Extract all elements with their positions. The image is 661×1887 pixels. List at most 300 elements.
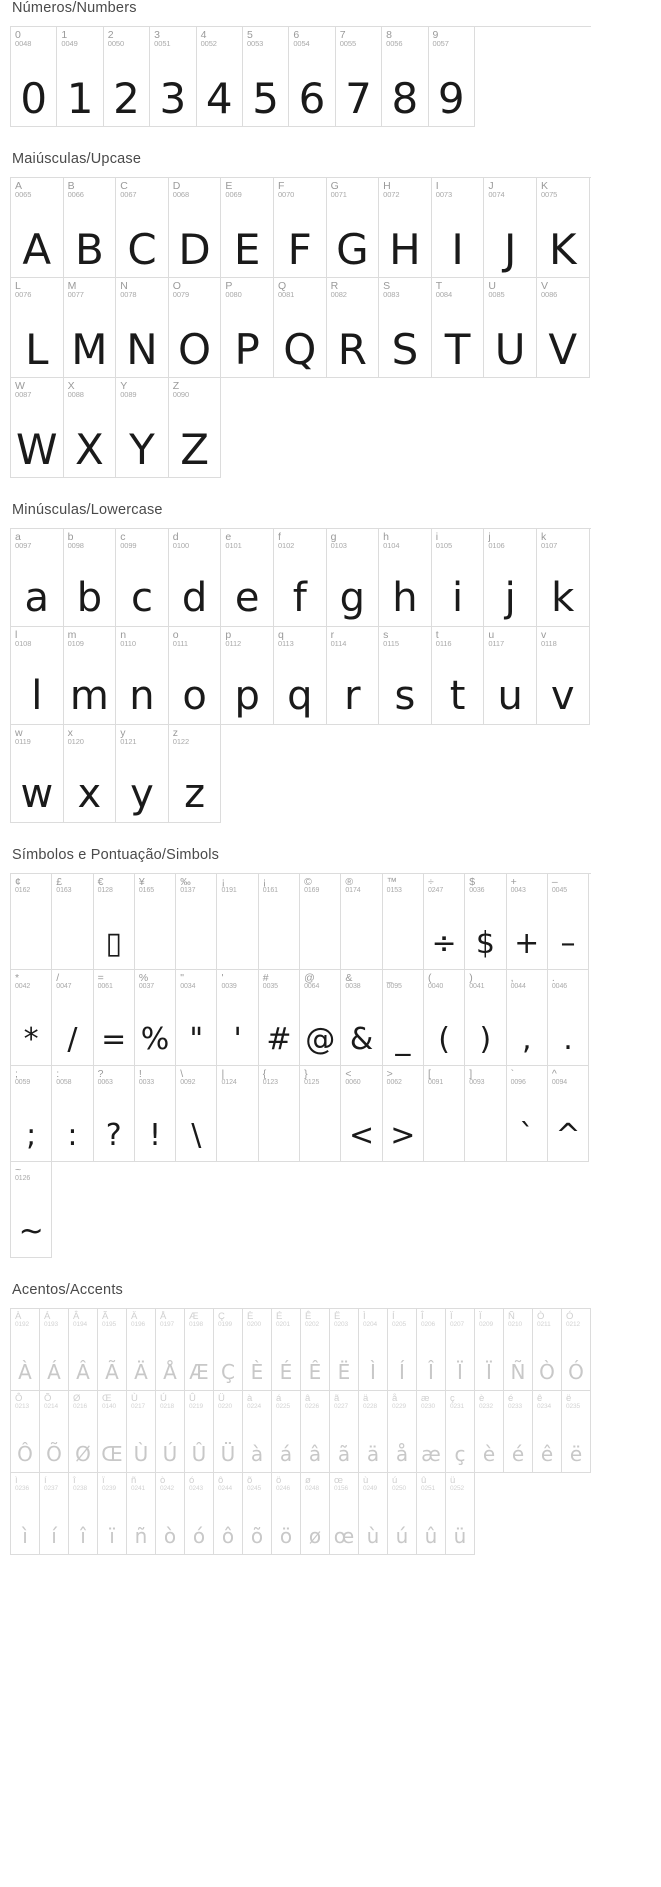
glyph-code-label: 0050 [107, 39, 125, 48]
glyph-sample: y [130, 771, 154, 817]
glyph-code-label: 0035 [262, 983, 278, 990]
glyph-char-label: X [67, 380, 75, 392]
glyph-char-label: Y [120, 380, 128, 392]
glyph-cell[interactable] [127, 1309, 156, 1391]
glyph-cell[interactable] [259, 1066, 300, 1162]
glyph-char-label: V [540, 280, 548, 292]
glyph-char-label: N [120, 280, 128, 292]
glyph-cell[interactable] [98, 1309, 127, 1391]
glyph-cell[interactable] [243, 1309, 272, 1391]
glyph-code-label: 0087 [15, 390, 32, 399]
glyph-code-label: 0045 [551, 887, 568, 894]
glyph-cell[interactable] [274, 178, 327, 278]
glyph-cell[interactable] [300, 970, 341, 1066]
glyph-cell[interactable] [432, 627, 485, 725]
glyph-code-label: 0220 [218, 1403, 233, 1410]
glyph-cell[interactable] [330, 1473, 359, 1555]
glyph-cell[interactable] [548, 1066, 589, 1162]
glyph-code-label: 0065 [15, 190, 32, 199]
glyph-sample: I [451, 225, 464, 274]
glyph-cell[interactable] [169, 178, 222, 278]
glyph-char-label: Ë [334, 1311, 341, 1322]
glyph-char-label: K [540, 180, 548, 192]
glyph-sample: z [184, 771, 206, 817]
glyph-cell[interactable] [221, 178, 274, 278]
glyph-char-label: ® [345, 876, 354, 888]
glyph-sample: P [234, 325, 260, 374]
glyph-cell[interactable] [432, 178, 485, 278]
glyph-sample: æ [421, 1442, 441, 1466]
glyph-code-label: 0081 [277, 290, 295, 299]
glyph-char-label: n [120, 629, 127, 641]
glyph-char-label: } [304, 1068, 308, 1080]
glyph-cell[interactable] [533, 1391, 562, 1473]
glyph-cell[interactable] [507, 970, 548, 1066]
glyph-code-label: 0198 [189, 1321, 204, 1328]
glyph-cell[interactable] [548, 970, 589, 1066]
glyph-cell[interactable] [379, 278, 432, 378]
glyph-cell[interactable] [507, 874, 548, 970]
glyph-grid [10, 528, 591, 823]
glyph-cell[interactable] [562, 1309, 591, 1391]
glyph-cell[interactable] [327, 178, 380, 278]
glyph-cell[interactable] [259, 970, 300, 1066]
glyph-cell[interactable] [221, 627, 274, 725]
glyph-char-label: " [180, 972, 184, 984]
glyph-char-label: € [97, 876, 104, 888]
glyph-cell[interactable] [388, 1391, 417, 1473]
glyph-code-label: 0249 [363, 1485, 378, 1492]
glyph-cell[interactable] [465, 970, 506, 1066]
glyph-cell[interactable] [116, 378, 169, 478]
glyph-sample: + [514, 926, 540, 961]
glyph-cell[interactable] [40, 1309, 69, 1391]
glyph-sample: Á [47, 1360, 61, 1384]
glyph-sample: Û [191, 1442, 207, 1466]
glyph-char-label: S [383, 280, 391, 292]
glyph-cell[interactable] [127, 1473, 156, 1555]
glyph-cell[interactable] [64, 529, 117, 627]
glyph-cell[interactable] [221, 278, 274, 378]
glyph-cell[interactable] [537, 529, 590, 627]
glyph-code-label: 0053 [246, 39, 264, 48]
glyph-char-label: / [56, 972, 60, 984]
glyph-sample: É [279, 1360, 293, 1384]
glyph-cell[interactable] [185, 1473, 214, 1555]
glyph-cell[interactable] [484, 529, 537, 627]
glyph-sample: Æ [189, 1360, 209, 1384]
glyph-cell[interactable] [446, 1473, 475, 1555]
glyph-char-label: b [67, 531, 74, 543]
glyph-cell[interactable] [274, 278, 327, 378]
glyph-cell[interactable] [214, 1309, 243, 1391]
glyph-cell[interactable] [135, 874, 176, 970]
glyph-code-label: 0232 [479, 1403, 494, 1410]
glyph-char-label: U [488, 280, 496, 292]
glyph-cell[interactable] [11, 1066, 52, 1162]
glyph-cell[interactable] [116, 725, 169, 823]
glyph-char-label: ' [221, 972, 224, 984]
glyph-cell[interactable] [116, 278, 169, 378]
glyph-cell[interactable] [424, 970, 465, 1066]
glyph-cell[interactable] [537, 627, 590, 725]
glyph-code-label: 0108 [15, 639, 32, 648]
glyph-cell[interactable] [336, 27, 382, 127]
glyph-sample: 0 [20, 74, 48, 123]
glyph-cell[interactable] [169, 529, 222, 627]
glyph-cell[interactable] [330, 1309, 359, 1391]
glyph-code-label: 0043 [510, 887, 526, 894]
glyph-cell[interactable] [94, 874, 135, 970]
glyph-cell[interactable] [417, 1309, 446, 1391]
glyph-cell[interactable] [465, 874, 506, 970]
glyph-cell[interactable] [537, 178, 590, 278]
glyph-cell[interactable] [446, 1391, 475, 1473]
glyph-code-label: 0064 [304, 983, 320, 990]
glyph-cell[interactable] [11, 178, 64, 278]
glyph-cell[interactable] [548, 874, 589, 970]
glyph-char-label: ì [15, 1475, 18, 1486]
glyph-cell[interactable] [383, 970, 424, 1066]
glyph-cell[interactable] [432, 529, 485, 627]
glyph-cell[interactable] [484, 278, 537, 378]
glyph-cell[interactable] [64, 378, 117, 478]
glyph-char-label: ~ [15, 1164, 22, 1176]
glyph-char-label: B [67, 180, 75, 192]
glyph-cell[interactable] [169, 627, 222, 725]
glyph-cell[interactable] [116, 529, 169, 627]
glyph-sample: è [482, 1442, 496, 1466]
glyph-code-label: 0122 [172, 737, 190, 746]
glyph-code-label: 0233 [508, 1403, 523, 1410]
glyph-char-label: E [225, 180, 233, 192]
glyph-sample: m [69, 673, 109, 719]
glyph-sample: 6 [298, 74, 326, 123]
glyph-code-label: 0236 [15, 1485, 30, 1492]
glyph-cell[interactable] [383, 874, 424, 970]
glyph-cell[interactable] [11, 627, 64, 725]
glyph-char-label: c [120, 531, 126, 543]
glyph-sample: Q [283, 325, 317, 374]
glyph-cell[interactable] [272, 1391, 301, 1473]
glyph-cell[interactable] [475, 1309, 504, 1391]
glyph-cell[interactable] [69, 1391, 98, 1473]
glyph-sample: b [76, 575, 103, 621]
section-title: Acentos/Accents [12, 1282, 123, 1298]
glyph-code-label: 0239 [102, 1485, 117, 1492]
glyph-cell[interactable] [300, 1066, 341, 1162]
glyph-cell[interactable] [379, 627, 432, 725]
glyph-cell[interactable] [11, 278, 64, 378]
glyph-cell[interactable] [11, 1473, 40, 1555]
glyph-cell[interactable] [327, 278, 380, 378]
glyph-code-label: 0201 [276, 1321, 291, 1328]
glyph-char-label: s [383, 629, 389, 641]
glyph-sample: p [234, 673, 260, 719]
glyph-cell[interactable] [98, 1473, 127, 1555]
glyph-cell[interactable] [11, 970, 52, 1066]
glyph-char-label: O [172, 280, 181, 292]
glyph-char-label: q [277, 629, 284, 641]
glyph-cell[interactable] [104, 27, 150, 127]
glyph-cell[interactable] [382, 27, 428, 127]
glyph-cell[interactable] [424, 1066, 465, 1162]
glyph-sample: c [130, 575, 153, 621]
glyph-cell[interactable] [504, 1309, 533, 1391]
glyph-cell[interactable] [243, 27, 289, 127]
glyph-char-label: ó [189, 1475, 195, 1486]
glyph-cell[interactable] [176, 970, 217, 1066]
glyph-cell[interactable] [57, 27, 103, 127]
glyph-char-label: | [221, 1068, 225, 1080]
glyph-char-label: Ò [537, 1311, 545, 1322]
glyph-cell[interactable] [64, 178, 117, 278]
glyph-sample: 8 [391, 74, 419, 123]
glyph-code-label: 0162 [15, 887, 31, 894]
glyph-cell[interactable] [11, 27, 57, 127]
glyph-char-label: I [435, 180, 439, 192]
glyph-cell[interactable] [217, 874, 258, 970]
glyph-cell[interactable] [330, 1391, 359, 1473]
glyph-cell[interactable] [11, 1391, 40, 1473]
glyph-cell[interactable] [388, 1309, 417, 1391]
glyph-cell[interactable] [156, 1391, 185, 1473]
glyph-cell[interactable] [272, 1309, 301, 1391]
glyph-cell[interactable] [156, 1473, 185, 1555]
glyph-code-label: 0075 [540, 190, 558, 199]
glyph-char-label: Ø [73, 1393, 81, 1404]
glyph-sample: K [548, 225, 577, 274]
glyph-char-label: J [488, 180, 494, 192]
glyph-cell[interactable] [379, 178, 432, 278]
glyph-code-label: 0206 [421, 1321, 436, 1328]
glyph-code-label: 0210 [508, 1321, 523, 1328]
glyph-cell[interactable] [274, 627, 327, 725]
glyph-sample: X [75, 425, 104, 474]
glyph-char-label: ( [427, 972, 432, 984]
glyph-cell[interactable] [562, 1391, 591, 1473]
glyph-code-label: 0209 [479, 1321, 494, 1328]
glyph-cell[interactable] [484, 178, 537, 278]
glyph-cell[interactable] [64, 627, 117, 725]
glyph-cell[interactable] [259, 874, 300, 970]
glyph-code-label: 0219 [189, 1403, 204, 1410]
glyph-sample: ï [109, 1524, 115, 1548]
glyph-sample: _ [395, 1022, 411, 1057]
glyph-char-label: â [305, 1393, 311, 1404]
glyph-char-label: ¢ [15, 876, 21, 888]
glyph-cell[interactable] [417, 1473, 446, 1555]
glyph-char-label: Ú [160, 1393, 167, 1404]
glyph-cell[interactable] [383, 1066, 424, 1162]
glyph-cell[interactable] [11, 529, 64, 627]
glyph-cell[interactable] [127, 1391, 156, 1473]
glyph-code-label: 0080 [225, 290, 242, 299]
glyph-code-label: 0112 [225, 639, 242, 648]
glyph-cell[interactable] [243, 1391, 272, 1473]
glyph-sample: j [504, 575, 516, 621]
glyph-cell[interactable] [64, 725, 117, 823]
glyph-cell[interactable] [52, 970, 93, 1066]
glyph-code-label: 0195 [102, 1321, 117, 1328]
glyph-cell[interactable] [197, 27, 243, 127]
glyph-char-label: 5 [246, 29, 253, 41]
glyph-cell[interactable] [475, 1391, 504, 1473]
glyph-cell[interactable] [116, 627, 169, 725]
glyph-cell[interactable] [150, 27, 196, 127]
glyph-code-label: 0243 [189, 1485, 204, 1492]
glyph-code-label: 0061 [97, 983, 113, 990]
glyph-cell[interactable] [156, 1309, 185, 1391]
glyph-cell[interactable] [11, 1309, 40, 1391]
glyph-char-label: ; [15, 1068, 18, 1080]
glyph-cell[interactable] [289, 27, 335, 127]
glyph-sample: @ [305, 1022, 336, 1057]
glyph-code-label: 0119 [15, 737, 31, 746]
glyph-char-label: F [277, 180, 285, 192]
glyph-cell[interactable] [135, 970, 176, 1066]
glyph-cell[interactable] [533, 1309, 562, 1391]
glyph-char-label: Õ [44, 1393, 52, 1404]
glyph-cell[interactable] [327, 529, 380, 627]
glyph-cell[interactable] [217, 1066, 258, 1162]
glyph-cell[interactable] [504, 1391, 533, 1473]
glyph-sample: x [77, 771, 102, 817]
glyph-sample: e [234, 575, 260, 621]
glyph-cell[interactable] [221, 529, 274, 627]
glyph-cell[interactable] [11, 378, 64, 478]
glyph-char-label: 3 [154, 29, 161, 41]
glyph-code-label: 0038 [345, 983, 361, 990]
glyph-cell[interactable] [116, 178, 169, 278]
glyph-cell[interactable] [417, 1391, 446, 1473]
glyph-cell[interactable] [185, 1391, 214, 1473]
glyph-cell[interactable] [341, 874, 382, 970]
glyph-cell[interactable] [98, 1391, 127, 1473]
glyph-code-label: 0040 [427, 983, 444, 990]
glyph-cell[interactable] [274, 529, 327, 627]
glyph-cell[interactable] [341, 1066, 382, 1162]
glyph-cell[interactable] [52, 1066, 93, 1162]
glyph-cell[interactable] [379, 529, 432, 627]
glyph-cell[interactable] [446, 1309, 475, 1391]
glyph-code-label: 0229 [392, 1403, 407, 1410]
glyph-cell[interactable] [169, 378, 222, 478]
glyph-cell[interactable] [327, 627, 380, 725]
glyph-sample: 7 [345, 74, 372, 123]
glyph-sample: ? [105, 1118, 122, 1153]
glyph-code-label: 0165 [138, 887, 155, 894]
glyph-cell[interactable] [359, 1309, 388, 1391]
glyph-char-label: \ [180, 1068, 184, 1080]
glyph-cell[interactable] [507, 1066, 548, 1162]
glyph-cell[interactable] [176, 874, 217, 970]
glyph-cell[interactable] [272, 1473, 301, 1555]
glyph-cell[interactable] [217, 970, 258, 1066]
glyph-cell[interactable] [359, 1473, 388, 1555]
glyph-code-label: 0095 [386, 983, 402, 990]
glyph-cell[interactable] [359, 1391, 388, 1473]
glyph-sample: > [390, 1118, 416, 1153]
glyph-cell[interactable] [424, 874, 465, 970]
glyph-cell[interactable] [341, 970, 382, 1066]
glyph-sample: = [101, 1022, 127, 1057]
glyph-cell[interactable] [94, 1066, 135, 1162]
glyph-sample: – [560, 926, 576, 961]
glyph-cell[interactable] [243, 1473, 272, 1555]
glyph-char-label: ¡ [262, 876, 267, 888]
glyph-code-label: 0099 [120, 541, 137, 550]
glyph-cell[interactable] [169, 725, 222, 823]
glyph-sample: ç [454, 1442, 466, 1466]
glyph-char-label: * [15, 972, 20, 984]
glyph-cell[interactable] [465, 1066, 506, 1162]
glyph-cell[interactable] [11, 1162, 52, 1258]
glyph-cell[interactable] [64, 278, 117, 378]
glyph-cell[interactable] [537, 278, 590, 378]
glyph-code-label: 0228 [363, 1403, 378, 1410]
glyph-sample: ù [366, 1524, 380, 1548]
glyph-cell[interactable] [185, 1309, 214, 1391]
glyph-cell[interactable] [94, 970, 135, 1066]
glyph-cell[interactable] [40, 1473, 69, 1555]
glyph-char-label: , [510, 972, 514, 984]
glyph-code-label: 0073 [435, 190, 453, 199]
glyph-char-label: õ [247, 1475, 253, 1486]
glyph-cell[interactable] [429, 27, 475, 127]
glyph-char-label: + [510, 876, 517, 888]
glyph-cell[interactable] [214, 1391, 243, 1473]
glyph-sample: D [178, 225, 211, 274]
glyph-char-label: w [15, 727, 23, 739]
glyph-cell[interactable] [301, 1391, 330, 1473]
glyph-cell[interactable] [69, 1309, 98, 1391]
glyph-cell[interactable] [388, 1473, 417, 1555]
glyph-sample: ' [233, 1022, 242, 1057]
glyph-code-label: 0059 [15, 1079, 31, 1086]
glyph-sample: l [31, 673, 43, 719]
glyph-cell[interactable] [135, 1066, 176, 1162]
glyph-sample: Ë [337, 1360, 351, 1384]
glyph-cell[interactable] [432, 278, 485, 378]
glyph-cell[interactable] [176, 1066, 217, 1162]
glyph-code-label: 0212 [566, 1321, 581, 1328]
glyph-sample: w [20, 771, 54, 817]
glyph-code-label: 0077 [67, 290, 84, 299]
glyph-cell[interactable] [214, 1473, 243, 1555]
glyph-cell[interactable] [69, 1473, 98, 1555]
glyph-grid [10, 1308, 591, 1555]
glyph-char-label: z [172, 727, 179, 739]
glyph-grid [10, 177, 591, 478]
glyph-cell[interactable] [40, 1391, 69, 1473]
glyph-sample: Œ [101, 1442, 123, 1466]
glyph-cell[interactable] [301, 1309, 330, 1391]
glyph-char-label: ò [160, 1475, 166, 1486]
glyph-cell[interactable] [169, 278, 222, 378]
glyph-code-label: 0244 [218, 1485, 233, 1492]
glyph-code-label: 0068 [172, 190, 190, 199]
glyph-sample: œ [333, 1524, 355, 1548]
glyph-cell[interactable] [52, 874, 93, 970]
glyph-cell[interactable] [484, 627, 537, 725]
glyph-cell[interactable] [11, 725, 64, 823]
glyph-sample: % [140, 1022, 170, 1057]
glyph-cell[interactable] [300, 874, 341, 970]
glyph-cell[interactable] [301, 1473, 330, 1555]
glyph-sample: Ï [457, 1360, 463, 1384]
glyph-cell[interactable] [11, 874, 52, 970]
